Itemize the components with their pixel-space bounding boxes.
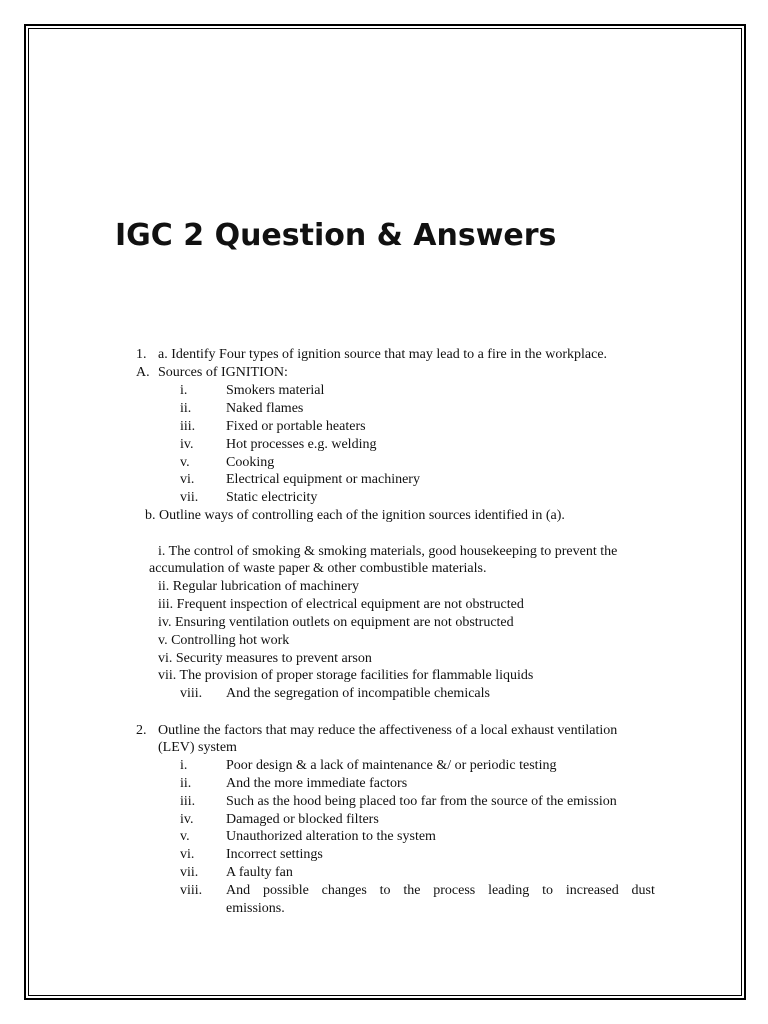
list-item: A faulty fan [226, 865, 293, 880]
list-item: i. The control of smoking & smoking materials, good housekeeping to prevent the [158, 544, 618, 559]
list-item: And the segregation of incompatible chemicals [226, 686, 490, 701]
list-item: Unauthorized alteration to the system [226, 829, 436, 844]
list-item: Fixed or portable heaters [226, 419, 366, 434]
list-number: viii. [180, 883, 203, 898]
list-number: iii. [180, 419, 196, 434]
word: dust [631, 883, 655, 898]
list-item: Static electricity [226, 490, 318, 505]
list-item: Electrical equipment or machinery [226, 472, 420, 487]
q2-number: 2. [136, 723, 147, 738]
list-item: iii. Frequent inspection of electrical equipment are not obstructed [158, 597, 524, 612]
list-number: iv. [180, 812, 194, 827]
list-item: Cooking [226, 455, 275, 470]
list-item: Poor design & a lack of maintenance &/ or periodic testing [226, 758, 557, 773]
word: the [403, 883, 421, 898]
list-item: vii. The provision of proper storage facilities for flammable liquids [158, 668, 534, 683]
list-item: Such as the hood being placed too far from the source of the emission [226, 794, 617, 809]
q2-question: Outline the factors that may reduce the affectiveness of a local exhaust ventilation [158, 723, 618, 738]
document-title: IGC 2 Question & Answers [115, 218, 557, 253]
list-item: ii. Regular lubrication of machinery [158, 579, 359, 594]
list-number: v. [180, 829, 190, 844]
word: And [226, 883, 251, 898]
q1-number: 1. [136, 347, 147, 362]
word: process [433, 883, 476, 898]
list-item-justified [226, 882, 655, 900]
q2-question-cont: (LEV) system [158, 740, 237, 755]
list-item: vi. Security measures to prevent arson [158, 651, 372, 666]
word: changes [321, 883, 367, 898]
list-item: Incorrect settings [226, 847, 323, 862]
q1-answer-letter: A. [136, 365, 150, 380]
q1-question: a. Identify Four types of ignition source that may lead to a fire in the workplace. [158, 347, 608, 362]
list-item: Damaged or blocked filters [226, 812, 379, 827]
word: to [542, 883, 554, 898]
list-item: Naked flames [226, 401, 304, 416]
list-number: v. [180, 455, 190, 470]
list-number: i. [180, 383, 188, 398]
list-number: iii. [180, 794, 196, 809]
list-number: vi. [180, 847, 195, 862]
word: leading [488, 883, 530, 898]
list-number: i. [180, 758, 188, 773]
list-number: vii. [180, 865, 199, 880]
list-item: Hot processes e.g. welding [226, 437, 377, 452]
list-number: vi. [180, 472, 195, 487]
list-number: ii. [180, 776, 192, 791]
q1-part-b: b. Outline ways of controlling each of the ignition sources identified in (a). [145, 508, 565, 523]
list-number: viii. [180, 686, 203, 701]
list-number: iv. [180, 437, 194, 452]
list-item: And the more immediate factors [226, 776, 408, 791]
list-item: accumulation of waste paper & other combustible materials. [149, 561, 487, 576]
list-item: Smokers material [226, 383, 325, 398]
word: possible [262, 883, 309, 898]
list-number: ii. [180, 401, 192, 416]
list-item: iv. Ensuring ventilation outlets on equipment are not obstructed [158, 615, 514, 630]
list-item-cont: emissions. [226, 901, 285, 916]
list-number: vii. [180, 490, 199, 505]
word: to [379, 883, 391, 898]
word: increased [565, 883, 619, 898]
list-item: v. Controlling hot work [158, 633, 290, 648]
q1-answer-heading: Sources of IGNITION: [158, 365, 288, 380]
